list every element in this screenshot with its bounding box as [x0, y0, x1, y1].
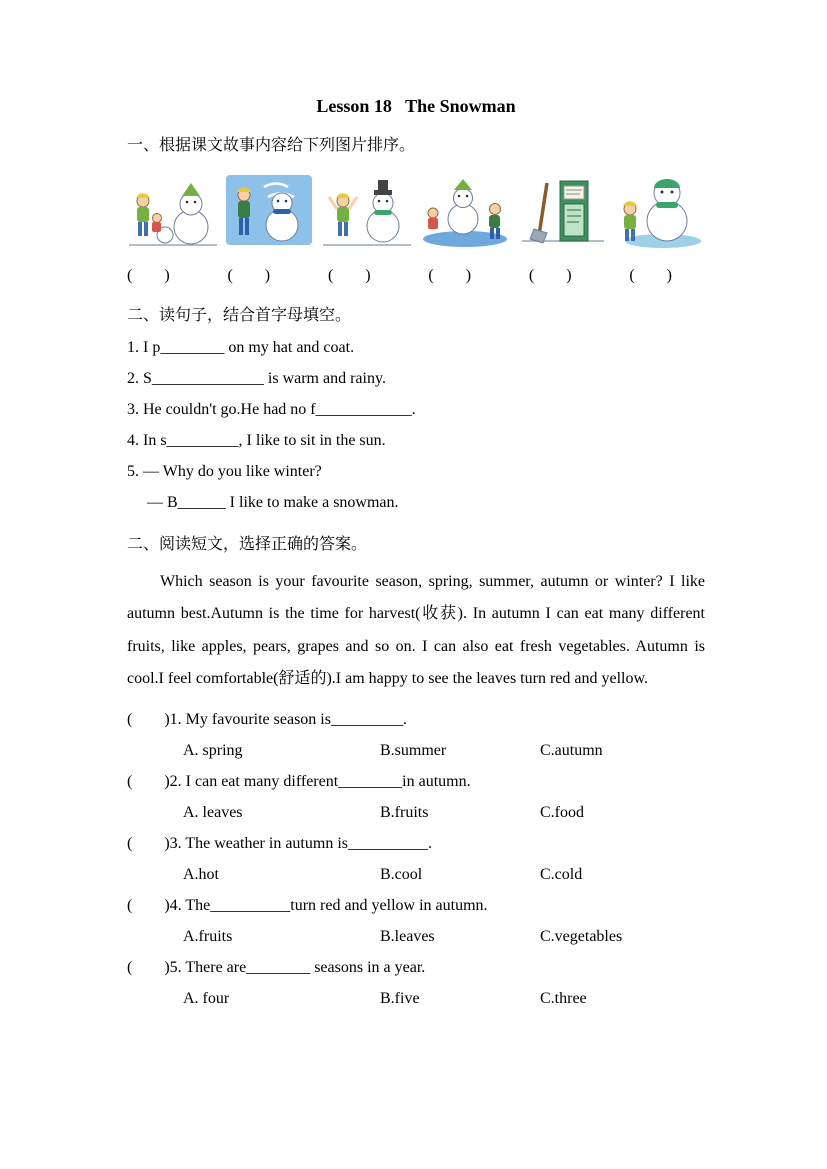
fill-item-4: 4. In s_________, I like to sit in the sun. — [127, 432, 386, 450]
big-snowman-icon — [613, 171, 705, 251]
question-5-options — [127, 983, 705, 1014]
question-2-options — [127, 797, 705, 828]
story-image-3 — [321, 171, 413, 251]
fill-item-5: 5. — Why do you like winter? — [127, 463, 322, 481]
question-3-option-b: B.cool — [380, 865, 423, 883]
question-3-option-c: C.cold — [540, 865, 583, 883]
melting-snowman-icon — [419, 171, 511, 251]
fill-in-blanks-list — [127, 332, 705, 518]
fill-item-5-answer: — B______ I like to make a snowman. — [147, 494, 399, 512]
door-sign-shovel-icon — [516, 171, 608, 251]
question-5-option-c: C.three — [540, 989, 587, 1007]
story-images-row — [127, 167, 705, 251]
story-image-4 — [419, 171, 511, 251]
question-2-option-a: A. leaves — [183, 803, 243, 821]
story-image-6 — [613, 171, 705, 251]
question-5-option-b: B.five — [380, 989, 420, 1007]
section3-heading: 二、阅读短文，选择正确的答案。 — [127, 536, 368, 554]
story-image-1 — [127, 171, 219, 251]
answer-bracket-6: ( ) — [629, 266, 672, 284]
answer-bracket-5: ( ) — [528, 266, 572, 284]
fill-item-1: 1. I p________ on my hat and coat. — [127, 339, 355, 357]
question-5-stem: ( )5. There are________ seasons in a year. — [127, 958, 426, 976]
question-2-option-c: C.food — [540, 803, 584, 821]
section1-heading: 一、根据课文故事内容给下列图片排序。 — [127, 137, 416, 154]
story-image-2 — [224, 171, 316, 251]
question-2-option-b: B.fruits — [380, 803, 429, 821]
section2-heading: 二、读句子，结合首字母填空。 — [127, 306, 352, 324]
question-1-option-c: C.autumn — [540, 741, 603, 759]
question-4-option-b: B.leaves — [380, 927, 435, 945]
snowman-building-icon — [127, 171, 219, 251]
question-1-option-a: A. spring — [183, 741, 243, 759]
fill-item-3: 3. He couldn't go.He had no f____________. — [127, 401, 416, 419]
windy-snowman-icon — [224, 171, 316, 251]
answer-bracket-1: ( ) — [127, 266, 170, 284]
question-5-option-a: A. four — [183, 989, 230, 1007]
question-1-options — [127, 735, 705, 766]
question-2-stem: ( )2. I can eat many different________in autumn. — [127, 772, 471, 790]
question-3-option-a: A.hot — [183, 865, 219, 883]
answer-brackets-row — [127, 267, 672, 285]
question-3-stem: ( )3. The weather in autumn is__________. — [127, 834, 432, 852]
question-4-stem: ( )4. The__________turn red and yellow in autumn. — [127, 896, 488, 914]
question-1-option-b: B.summer — [380, 741, 447, 759]
fill-item-2: 2. S______________ is warm and rainy. — [127, 370, 386, 388]
answer-bracket-3: ( ) — [327, 266, 371, 284]
page-title: Lesson 18 The Snowman — [316, 96, 516, 116]
answer-bracket-4: ( ) — [428, 266, 472, 284]
question-3-options — [127, 859, 705, 890]
cheering-snowman-icon — [321, 171, 413, 251]
question-1-stem: ( )1. My favourite season is_________. — [127, 710, 407, 728]
reading-passage: Which season is your favourite season, spring, summer, autumn or winter? I like autumn best.Autumn is the time for harvest(收获). In autumn I can eat many different fruits, like apples, pears, grapes and so on. I can also eat fresh vegetables. Autumn is cool.I feel comfortable(舒适的).I am happy to see the leaves turn red and yellow. — [127, 572, 705, 688]
story-image-5 — [516, 171, 608, 251]
answer-bracket-2: ( ) — [227, 266, 271, 284]
questions-list — [127, 704, 705, 1014]
question-4-options — [127, 921, 705, 952]
question-4-option-c: C.vegetables — [540, 927, 623, 945]
question-4-option-a: A.fruits — [183, 927, 233, 945]
